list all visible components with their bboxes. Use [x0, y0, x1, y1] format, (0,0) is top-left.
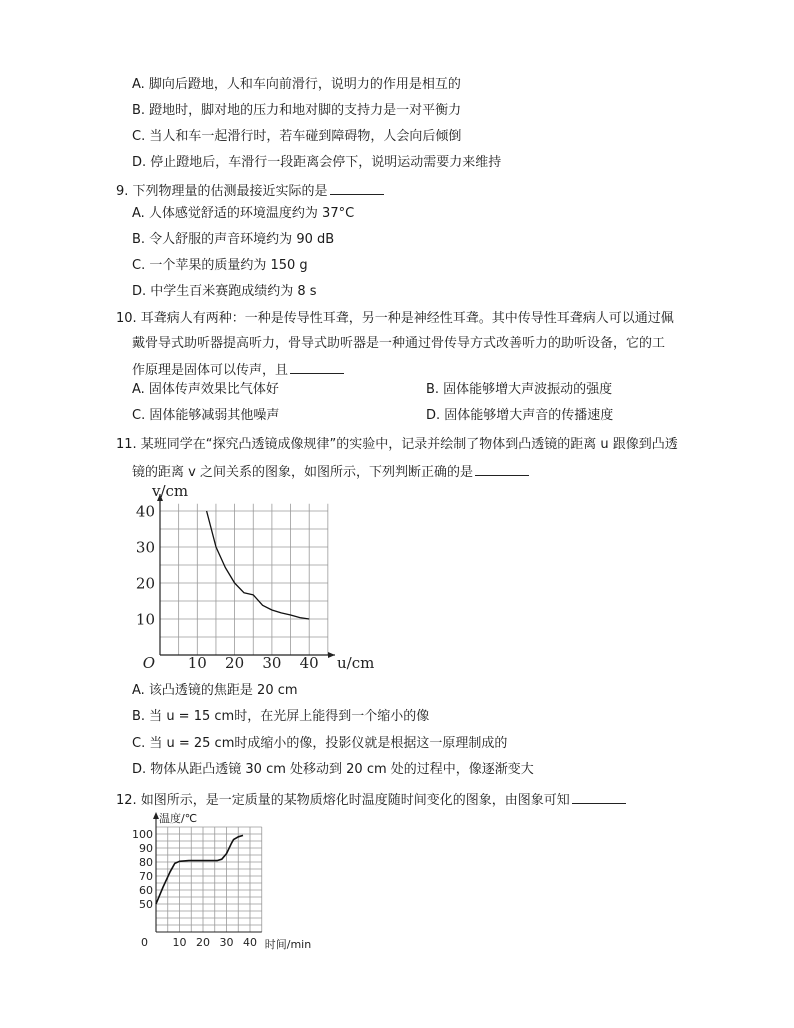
q9-option-a: A. 人体感觉舒适的环境温度约为 37°C: [132, 206, 355, 221]
x-axis-arrow: [328, 652, 335, 658]
x-tick-label: 20: [225, 654, 245, 672]
q11-stem-line1: 11. 某班同学在“探究凸透镜成像规律”的实验中，记录并绘制了物体到凸透镜的距离 u 跟像到凸透: [116, 437, 678, 452]
q8-option-a: A. 脚向后蹬地，人和车向前滑行，说明力的作用是相互的: [132, 77, 461, 92]
answer-blank[interactable]: [290, 359, 344, 374]
y-axis-label: 温度/℃: [159, 812, 198, 825]
q11-stem-line2: 镜的距离 v 之间关系的图象，如图所示，下列判断正确的是: [132, 461, 529, 482]
y-tick-label: 10: [135, 610, 155, 629]
melting-temperature-chart: [128, 806, 328, 956]
x-axis-label: u/cm: [337, 654, 375, 672]
q8-option-b: B. 蹬地时，脚对地的压力和地对脚的支持力是一对平衡力: [132, 103, 462, 118]
q10-stem-line3: 作原理是固体可以传声，且: [132, 359, 344, 380]
q10-stem-line2: 戴骨导式助听器提高听力，骨导式助听器是一种通过骨传导方式改善听力的助听设备，它的工: [132, 336, 666, 351]
q9-stem: 9. 下列物理量的估测最接近实际的是: [116, 180, 384, 201]
q8-option-c: C. 当人和车一起滑行时，若车碰到障碍物，人会向后倾倒: [132, 129, 462, 144]
x-tick-label: 10: [172, 936, 187, 949]
y-tick-label: 90: [139, 842, 153, 855]
q9-option-d: D. 中学生百米赛跑成绩约为 8 s: [132, 284, 317, 299]
y-tick-label: 30: [135, 538, 155, 557]
x-tick-label: 30: [262, 654, 282, 672]
q12-stem: 12. 如图所示，是一定质量的某物质熔化时温度随时间变化的图象，由图象可知: [116, 789, 626, 810]
q10-option-c: C. 固体能够减弱其他噪声: [132, 408, 280, 423]
lens-image-distance-chart: [130, 484, 380, 674]
y-tick-label: 100: [132, 828, 153, 841]
q10-option-a: A. 固体传声效果比气体好: [132, 382, 279, 397]
data-curve: [156, 835, 243, 904]
q11-option-d: D. 物体从距凸透镜 30 cm 处移动到 20 cm 处的过程中，像逐渐变大: [132, 762, 534, 777]
y-tick-label: 50: [139, 898, 153, 911]
x-axis-label: 时间/min: [264, 938, 312, 951]
x-tick-label: 30: [219, 936, 234, 949]
y-tick-label: 60: [139, 884, 153, 897]
x-tick-label: 10: [187, 654, 207, 672]
answer-blank[interactable]: [475, 461, 529, 476]
q10-option-b: B. 固体能够增大声波振动的强度: [426, 382, 613, 397]
y-tick-label: 80: [139, 856, 153, 869]
x-tick-label: 20: [196, 936, 210, 949]
q11-option-c: C. 当 u = 25 cm时成缩小的像，投影仪就是根据这一原理制成的: [132, 736, 508, 751]
q10-option-d: D. 固体能够增大声音的传播速度: [426, 408, 614, 423]
y-tick-label: 20: [135, 574, 155, 593]
y-tick-label: 70: [139, 870, 153, 883]
q10-stem-line1: 10. 耳聋病人有两种：一种是传导性耳聋，另一种是神经性耳聋。其中传导性耳聋病人可以通过佩: [116, 311, 674, 326]
x-tick-label: 40: [299, 654, 319, 672]
y-axis-label: v/cm: [152, 484, 189, 500]
origin-label: 0: [141, 936, 148, 949]
q9-option-b: B. 令人舒服的声音环境约为 90 dB: [132, 232, 335, 247]
answer-blank[interactable]: [330, 180, 384, 195]
q9-option-c: C. 一个苹果的质量约为 150 g: [132, 258, 308, 273]
origin-label: O: [142, 654, 155, 672]
q11-option-a: A. 该凸透镜的焦距是 20 cm: [132, 683, 298, 698]
q11-option-b: B. 当 u = 15 cm时，在光屏上能得到一个缩小的像: [132, 709, 430, 724]
answer-blank[interactable]: [572, 789, 626, 804]
y-tick-label: 40: [135, 502, 155, 521]
x-tick-label: 40: [243, 936, 257, 949]
q8-option-d: D. 停止蹬地后，车滑行一段距离会停下，说明运动需要力来维持: [132, 155, 502, 170]
